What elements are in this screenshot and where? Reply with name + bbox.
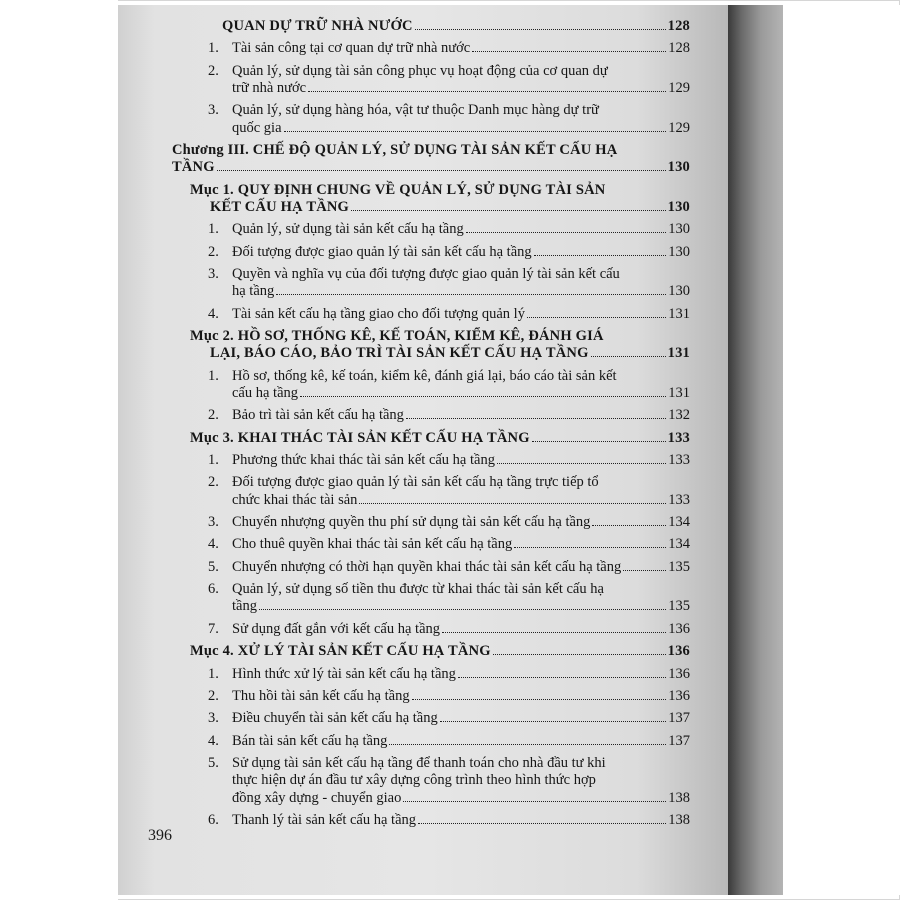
toc-entry-number: 6.: [208, 812, 219, 828]
toc-entry-number: 5.: [208, 755, 219, 772]
toc-entry-line: [232, 812, 690, 829]
toc-entry-title: Quyền và nghĩa vụ của đối tượng được giao quản lý tài sản kết cấu: [232, 266, 620, 282]
toc-entry-number: 1.: [208, 665, 219, 682]
toc-entry-line: [232, 598, 690, 615]
dot-leader: [458, 677, 666, 678]
toc-entry-title: tầng: [232, 598, 257, 615]
toc-entry-line: [190, 182, 690, 199]
page-number: 396: [148, 827, 172, 844]
toc-entry-line: [232, 221, 690, 238]
toc-entry-line: [232, 772, 690, 789]
toc-entry-number: 2.: [208, 62, 219, 79]
toc-page-ref: 133: [668, 491, 690, 508]
toc-entry-title: TẦNG: [172, 159, 215, 176]
toc-entry-number: 4.: [208, 305, 219, 322]
toc-entry-line: [232, 666, 690, 683]
toc-entry-title: Mục 2. HỒ SƠ, THỐNG KÊ, KẾ TOÁN, KIỂM KÊ, ĐÁNH GIÁ: [190, 328, 604, 344]
toc-entry-line: [190, 643, 690, 660]
toc-entry-title: Đối tượng được giao quản lý tài sản kết cấu hạ tầng trực tiếp tổ: [232, 474, 599, 491]
toc-entry-line: [232, 80, 690, 97]
dot-leader: [440, 721, 667, 722]
toc-entry-line: [232, 368, 690, 385]
toc-page-ref: 128: [668, 40, 690, 57]
dot-leader: [497, 463, 666, 464]
toc-page-ref: 134: [668, 536, 690, 553]
dot-leader: [532, 441, 666, 442]
toc-entry-line: [232, 452, 690, 469]
toc-page-ref: 131: [668, 305, 690, 322]
toc-entry-title: Mục 4. XỬ LÝ TÀI SẢN KẾT CẤU HẠ TẦNG: [190, 643, 491, 660]
toc-entry-number: 1.: [208, 367, 219, 384]
toc-page-ref: 131: [668, 384, 690, 401]
toc-entry-line: [232, 733, 690, 750]
dot-leader: [403, 801, 666, 802]
dot-leader: [300, 396, 666, 397]
toc-entry-line: [232, 40, 690, 57]
toc-entry-title: trữ nhà nước: [232, 79, 307, 96]
toc-entry-line: [232, 514, 690, 531]
toc-entry-title: Tài sản kết cấu hạ tầng giao cho đối tượng quản lý: [232, 305, 525, 322]
toc-entry-line: [232, 474, 690, 491]
dot-leader: [442, 632, 666, 633]
toc-page-ref: 138: [668, 812, 690, 828]
dot-leader: [418, 823, 666, 824]
toc-entry-title: Đối tượng được giao quản lý tài sản kết cấu hạ tầng: [232, 243, 532, 260]
toc-entry-line: [232, 283, 690, 300]
toc-entry-title: Sử dụng đất gắn với kết cấu hạ tầng: [232, 620, 441, 637]
dot-leader: [623, 570, 666, 571]
toc-entry-title: Chuyển nhượng có thời hạn quyền khai thác tài sản kết cấu hạ tầng: [232, 558, 622, 575]
toc-entry-title: chức khai thác tài sản: [232, 491, 358, 508]
toc-entry-number: 6.: [208, 581, 219, 598]
toc-page-ref: 135: [668, 558, 690, 575]
toc-entry-line: [190, 328, 690, 345]
toc-entry-line: [172, 142, 690, 159]
background-right: [783, 5, 900, 895]
toc-entry-title: Hồ sơ, thống kê, kế toán, kiểm kê, đánh giá lại, báo cáo tài sản kết: [232, 367, 617, 384]
toc-entry-number: 1.: [208, 452, 219, 468]
toc-entry-line: [222, 18, 690, 35]
toc-entry-line: [210, 345, 690, 362]
toc-entry-title: Cho thuê quyền khai thác tài sản kết cấu hạ tầng: [232, 536, 513, 553]
toc-entry-number: 1.: [208, 40, 219, 57]
toc-page-ref: 138: [668, 789, 690, 806]
toc-entry-line: [232, 790, 690, 807]
toc-entry-title: Phương thức khai thác tài sản kết cấu hạ tầng: [232, 452, 495, 468]
toc-entry-number: 3.: [208, 266, 219, 282]
toc-page-ref: 128: [667, 18, 690, 34]
toc-entry-title: KẾT CẤU HẠ TẦNG: [210, 198, 350, 215]
toc-entry-line: [232, 755, 690, 772]
toc-entry-title: Quản lý, sử dụng tài sản công phục vụ hoạt động của cơ quan dự: [232, 62, 608, 79]
toc-entry-title: đồng xây dựng - chuyển giao: [232, 789, 402, 806]
dot-leader: [276, 294, 666, 295]
toc-entry-number: 4.: [208, 536, 219, 553]
toc-entry-line: [232, 621, 690, 638]
toc-entry-line: [232, 688, 690, 705]
toc-entry-line: [232, 244, 690, 261]
toc-entry-number: 3.: [208, 102, 219, 119]
book-gutter-shadow: [728, 5, 783, 895]
dot-leader: [351, 210, 666, 211]
toc-page-ref: 136: [668, 688, 690, 704]
dot-leader: [514, 547, 666, 548]
dot-leader: [472, 51, 666, 52]
toc-entry-title: Tài sản công tại cơ quan dự trữ nhà nước: [232, 40, 471, 57]
toc-entry-number: 5.: [208, 558, 219, 575]
toc-page-ref: 136: [668, 665, 690, 682]
toc-entry-title: Điều chuyển tài sản kết cấu hạ tầng: [232, 710, 438, 727]
toc-entry-title: QUAN DỰ TRỮ NHÀ NƯỚC: [222, 18, 413, 34]
toc-entry-number: 3.: [208, 710, 219, 727]
toc-entry-line: [232, 710, 690, 727]
dot-leader: [308, 91, 666, 92]
toc-entry-title: Hình thức xử lý tài sản kết cấu hạ tầng: [232, 665, 456, 682]
dot-leader: [466, 232, 667, 233]
toc-entry-title: Bán tài sản kết cấu hạ tầng: [232, 732, 388, 749]
toc-page-ref: 131: [667, 345, 690, 362]
toc-entry-title: Quản lý, sử dụng số tiền thu được từ khai thác tài sản kết cấu hạ: [232, 581, 604, 598]
dot-leader: [259, 609, 666, 610]
toc-entry-line: [232, 492, 690, 509]
toc-page-ref: 134: [668, 514, 690, 530]
toc-page-ref: 129: [668, 79, 690, 96]
toc-entry-title: LẠI, BÁO CÁO, BẢO TRÌ TÀI SẢN KẾT CẤU HẠ TẦNG: [210, 345, 589, 362]
dot-leader: [412, 699, 667, 700]
dot-leader: [592, 525, 666, 526]
dot-leader: [527, 317, 666, 318]
toc-entry-title: cấu hạ tầng: [232, 384, 299, 401]
toc-entry-title: Chuyển nhượng quyền thu phí sử dụng tài sản kết cấu hạ tầng: [232, 514, 591, 530]
toc-entry-title: Thanh lý tài sản kết cấu hạ tầng: [232, 812, 417, 828]
toc-entry-number: 2.: [208, 474, 219, 491]
toc-entry-number: 4.: [208, 732, 219, 749]
toc-entry-title: Thu hồi tài sản kết cấu hạ tầng: [232, 688, 410, 704]
dot-leader: [534, 255, 667, 256]
toc-page-ref: 136: [667, 643, 690, 660]
toc-page-ref: 129: [668, 119, 690, 136]
dot-leader: [389, 744, 666, 745]
toc-entry-line: [190, 430, 690, 447]
dot-leader: [217, 170, 666, 171]
toc-entry-number: 3.: [208, 514, 219, 530]
toc-page-ref: 137: [668, 732, 690, 749]
toc-page-ref: 130: [668, 283, 690, 300]
toc-entry-line: [232, 120, 690, 137]
toc-page-ref: 133: [668, 452, 690, 468]
toc-entry-number: 2.: [208, 243, 219, 260]
toc-page-ref: 130: [668, 243, 690, 260]
background-left: [0, 0, 118, 900]
dot-leader: [493, 654, 666, 655]
toc-entry-title: thực hiện dự án đầu tư xây dựng công trình theo hình thức hợp: [232, 772, 596, 789]
toc-entry-line: [172, 159, 690, 176]
toc-entry-title: Bảo trì tài sản kết cấu hạ tầng: [232, 407, 404, 424]
toc-entry-number: 2.: [208, 688, 219, 704]
toc-entry-title: Quản lý, sử dụng tài sản kết cấu hạ tầng: [232, 221, 464, 238]
toc-entry-title: quốc gia: [232, 119, 282, 136]
toc-entry-line: [232, 536, 690, 553]
toc-page-ref: 135: [668, 598, 690, 615]
toc-entry-number: 2.: [208, 407, 219, 424]
toc-entry-title: Quản lý, sử dụng hàng hóa, vật tư thuộc Danh mục hàng dự trữ: [232, 102, 599, 119]
toc-entry-title: Sử dụng tài sản kết cấu hạ tầng để thanh toán cho nhà đầu tư khi: [232, 755, 606, 772]
toc-entry-line: [232, 102, 690, 119]
toc-page-ref: 132: [668, 407, 690, 424]
toc-entry-title: Mục 3. KHAI THÁC TÀI SẢN KẾT CẤU HẠ TẦNG: [190, 429, 530, 446]
toc-page-ref: 133: [667, 429, 690, 446]
toc-entry-line: [232, 63, 690, 80]
toc-page-ref: 130: [667, 159, 690, 176]
toc-entry-line: [210, 199, 690, 216]
toc-entry-line: [232, 581, 690, 598]
toc-page-ref: 136: [668, 620, 690, 637]
toc-entry-line: [232, 559, 690, 576]
dot-leader: [359, 503, 666, 504]
toc-entry-line: [232, 306, 690, 323]
toc-entry-title: Chương III. CHẾ ĐỘ QUẢN LÝ, SỬ DỤNG TÀI SẢN KẾT CẤU HẠ: [172, 142, 618, 158]
dot-leader: [591, 356, 666, 357]
toc-entry-line: [232, 407, 690, 424]
toc-entry-line: [232, 266, 690, 283]
dot-leader: [406, 418, 666, 419]
toc-page-ref: 130: [668, 221, 690, 238]
toc-entry-line: [232, 385, 690, 402]
toc-page-ref: 130: [667, 198, 690, 215]
dot-leader: [284, 131, 667, 132]
toc-entry-title: hạ tầng: [232, 283, 275, 300]
toc-entry-number: 7.: [208, 620, 219, 637]
toc-entry-number: 1.: [208, 221, 219, 238]
toc-page-ref: 137: [668, 710, 690, 727]
dot-leader: [415, 29, 666, 30]
toc-entry-title: Mục 1. QUY ĐỊNH CHUNG VỀ QUẢN LÝ, SỬ DỤNG TÀI SẢN: [190, 181, 606, 198]
